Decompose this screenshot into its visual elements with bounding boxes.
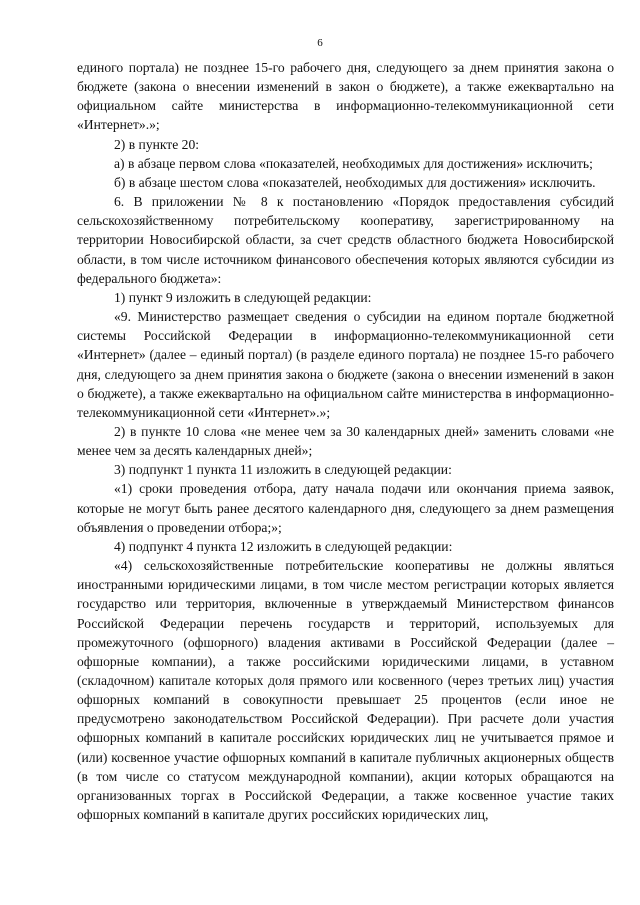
paragraph: «9. Министерство размещает сведения о субсидии на едином портале бюджетной системы Российской Федерации в информационно-телекоммуникационной сети «Интернет» (далее – единый портал) (в разделе единого портала) не позднее 15-го рабочего дня, следующего за днем принятия закона о бюджете (закона о внесении изменений в закон о бюджете), а также ежеквартально на официальном сайте министерства в информационно-телекоммуникационной сети «Интернет».»; <box>77 309 614 420</box>
document-body <box>77 58 614 824</box>
paragraph: единого портала) не позднее 15-го рабочего дня, следующего за днем принятия закона о бюджете (закона о внесении изменений в закон о бюджете), а также ежеквартально на официальном сайте министерства в информационно-телекоммуникационной сети «Интернет».»; <box>77 60 614 133</box>
paragraph: 2) в пункте 20: <box>114 136 200 152</box>
paragraph: «1) сроки проведения отбора, дату начала подачи или окончания приема заявок, которые не могут быть ранее десятого календарного дня, следующего за днем размещения объявления о проведении отбора;»; <box>77 481 614 535</box>
paragraph: 4) подпункт 4 пункта 12 изложить в следующей редакции: <box>114 538 453 554</box>
paragraph: 3) подпункт 1 пункта 11 изложить в следующей редакции: <box>114 462 452 478</box>
paragraph: 6. В приложении № 8 к постановлению «Порядок предоставления субсидий сельскохозяйственному потребительскому кооперативу, зарегистрированному на территории Новосибирской области, за счет средств областного бюджета Новосибирской области, в том числе источником финансового обеспечения которых являются субсидии из федерального бюджета»: <box>77 194 614 286</box>
paragraph: 1) пункт 9 изложить в следующей редакции: <box>114 289 372 305</box>
page-number: 6 <box>317 37 323 49</box>
paragraph: б) в абзаце шестом слова «показателей, необходимых для достижения» исключить. <box>114 174 596 190</box>
paragraph: а) в абзаце первом слова «показателей, необходимых для достижения» исключить; <box>114 155 593 171</box>
paragraph: 2) в пункте 10 слова «не менее чем за 30 календарных дней» заменить словами «не менее чем за десять календарных дней»; <box>77 423 614 459</box>
paragraph: «4) сельскохозяйственные потребительские кооперативы не должны являться иностранными юридическими лицами, в том числе местом регистрации которых является государство или территория, включенные в утверждаемый Министерством финансов Российской Федерации перечень государств и территорий, используемых для промежуточного (офшорного) владения активами в Российской Федерации (далее – офшорные компании), а также российскими юридическими лицами, в уставном (складочном) капитале которых доля прямого или косвенного (через третьих лиц) участия офшорных компаний в совокупности превышает 25 процентов (если иное не предусмотрено законодательством Российской Федерации). При расчете доли участия офшорных компаний в капитале российских юридических лиц не учитывается прямое и (или) косвенное участие офшорных компаний в капитале публичных акционерных обществ (в том числе со статусом международной компании), акции которых обращаются на организованных торгах в Российской Федерации, а также косвенное участие таких офшорных компаний в капитале других российских юридических лиц, <box>77 558 614 823</box>
